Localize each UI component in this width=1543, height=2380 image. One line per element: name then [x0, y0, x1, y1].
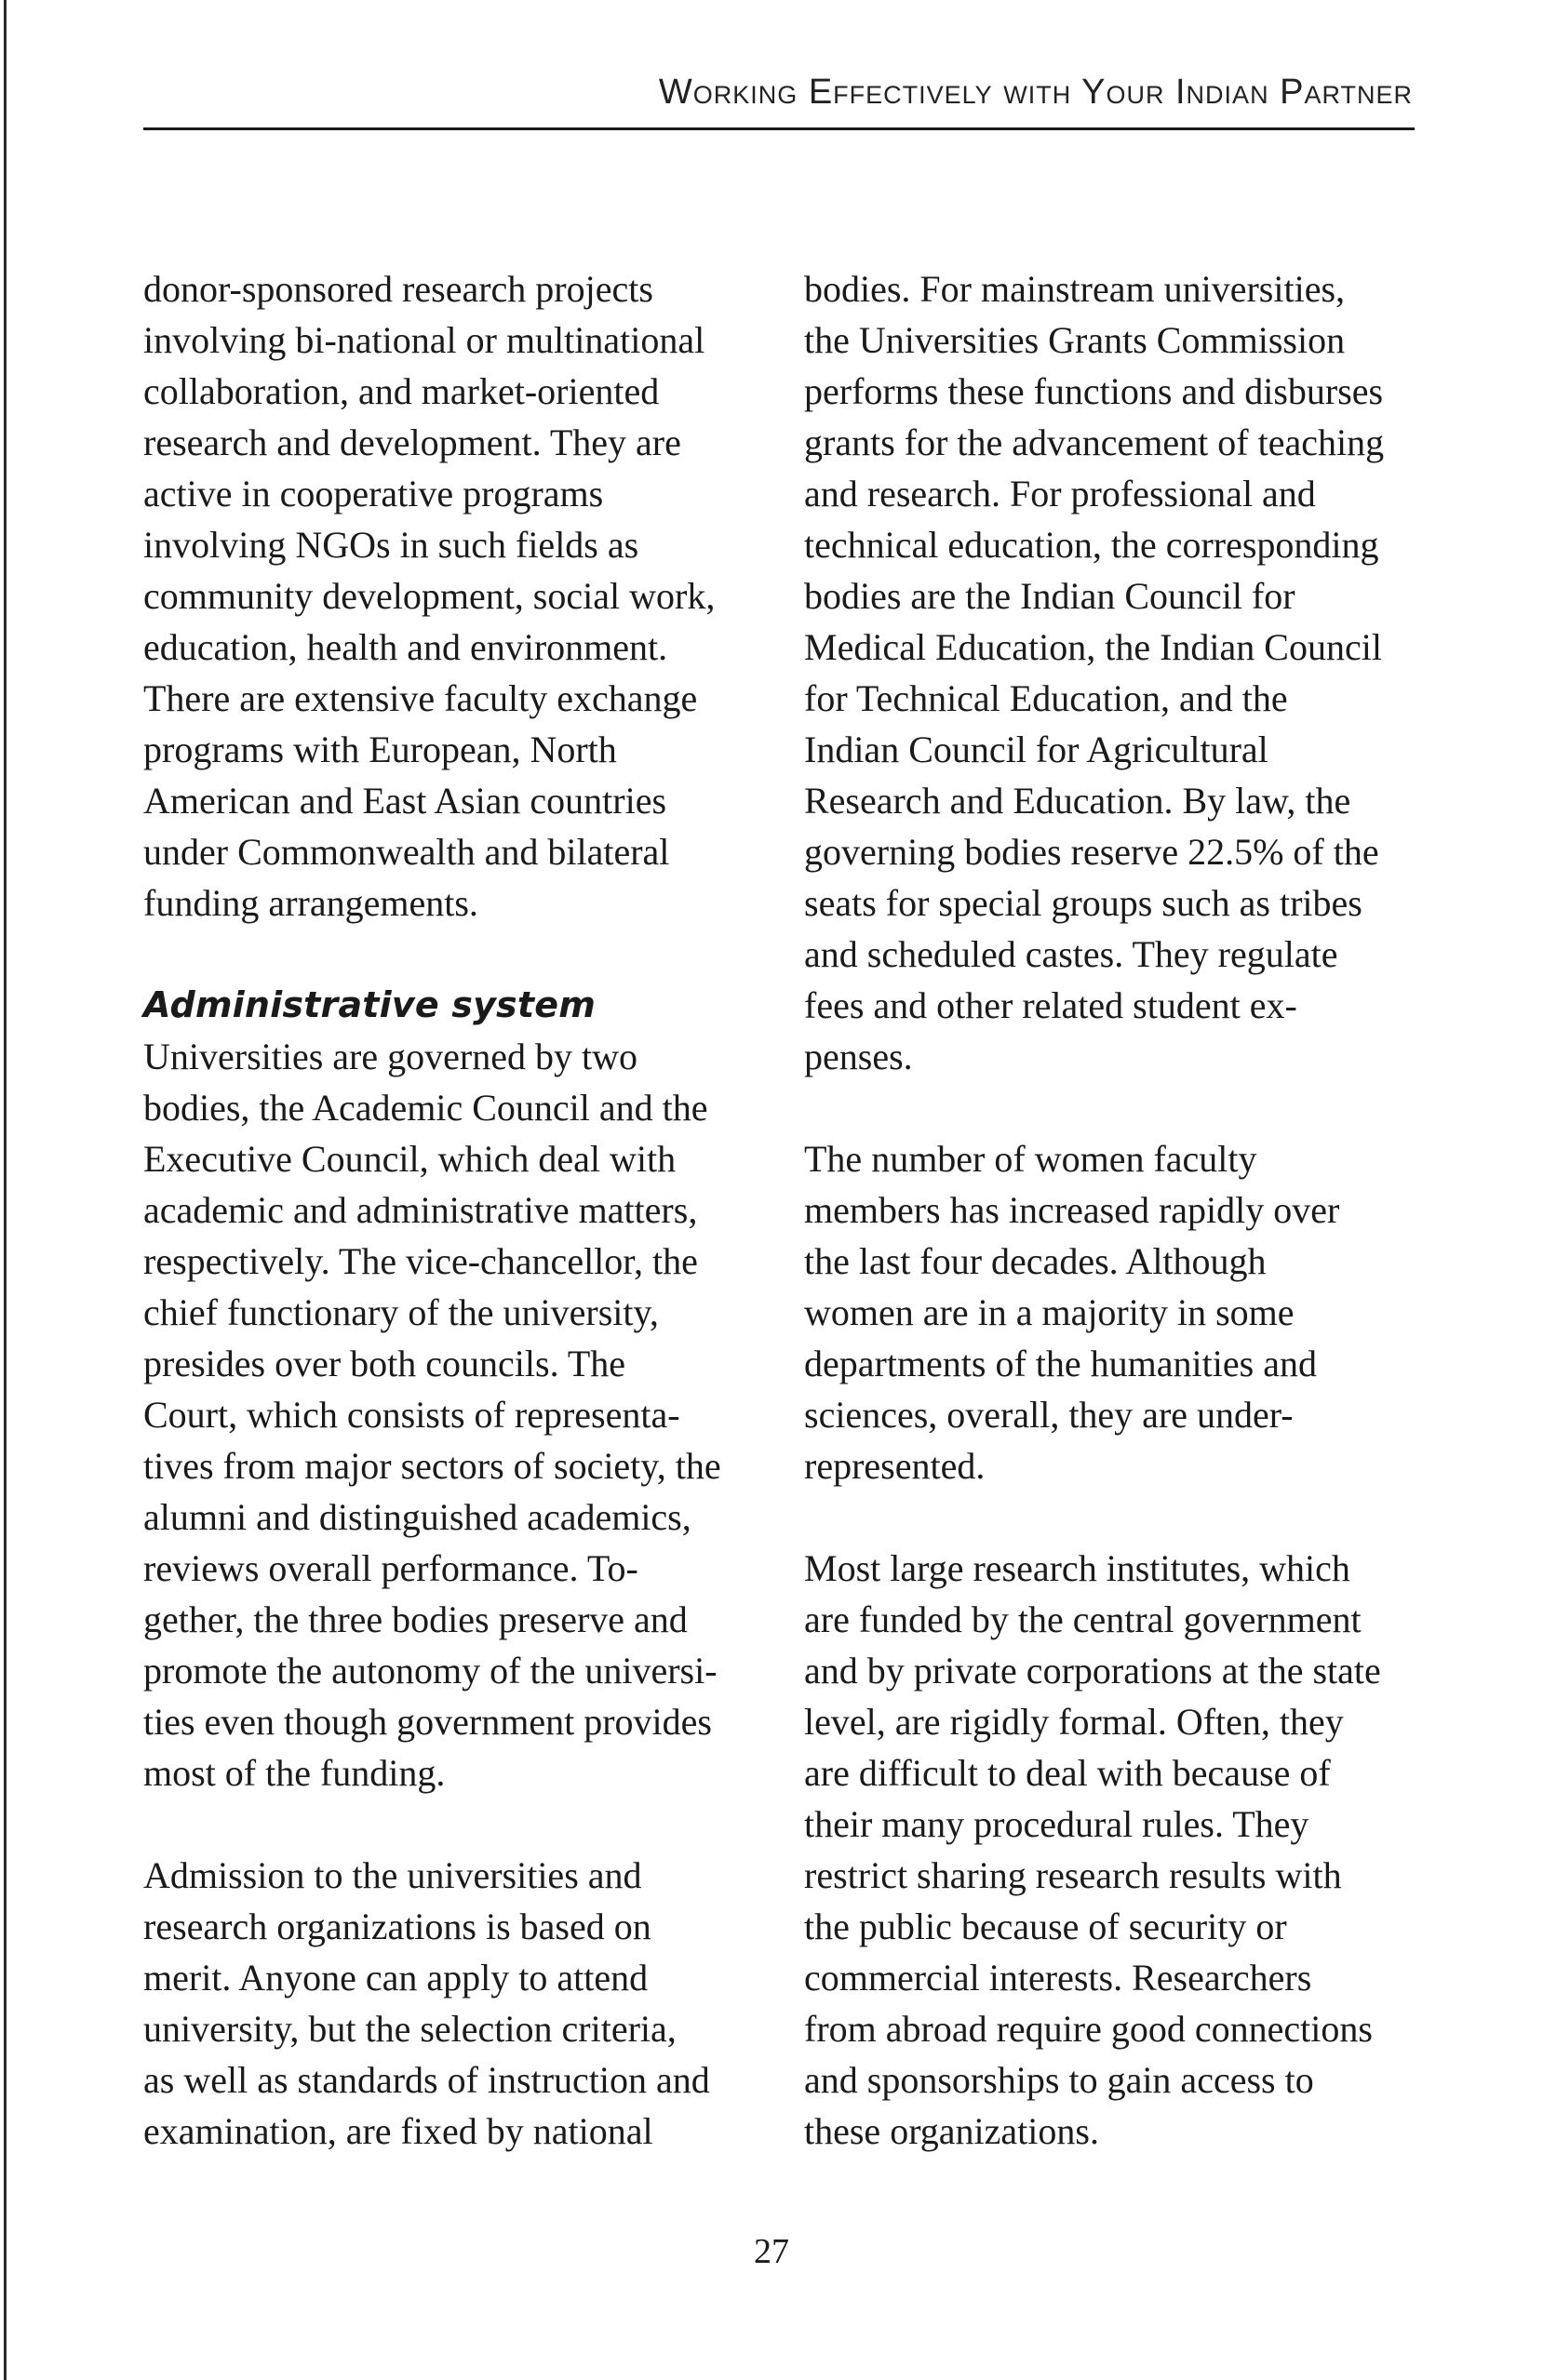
- text-line: and research. For professional and: [804, 473, 1316, 515]
- paragraph-gap: [143, 1798, 776, 1850]
- paragraph: [143, 1850, 776, 2157]
- text-line: level, are rigidly formal. Often, they: [804, 1701, 1344, 1743]
- paragraph: [804, 1543, 1437, 2157]
- text-line: penses.: [804, 1036, 913, 1077]
- text-line: their many procedural rules. They: [804, 1803, 1309, 1845]
- text-line: are difficult to deal with because of: [804, 1752, 1331, 1794]
- text-line: involving NGOs in such fields as: [143, 524, 639, 566]
- text-line: ties even though government provides: [143, 1701, 712, 1743]
- text-line: fees and other related student ex-: [804, 984, 1297, 1026]
- text-line: governing bodies reserve 22.5% of the: [804, 831, 1379, 873]
- text-line: sciences, overall, they are under-: [804, 1394, 1294, 1436]
- text-line: reviews overall performance. To-: [143, 1547, 638, 1589]
- text-line: Indian Council for Agricultural: [804, 729, 1268, 770]
- text-line: the public because of security or: [804, 1905, 1287, 1947]
- text-line: academic and administrative matters,: [143, 1189, 698, 1231]
- text-line: research and development. They are: [143, 421, 681, 463]
- text-line: research organizations is based on: [143, 1905, 651, 1947]
- text-line: programs with European, North: [143, 729, 617, 770]
- text-line: Research and Education. By law, the: [804, 780, 1351, 822]
- paragraph-gap: [143, 929, 776, 980]
- text-line: the Universities Grants Commission: [804, 319, 1346, 361]
- text-line: Most large research institutes, which: [804, 1547, 1350, 1589]
- text-line: commercial interests. Researchers: [804, 1957, 1312, 1999]
- text-line: represented.: [804, 1445, 986, 1487]
- text-line: involving bi-national or multinational: [143, 319, 705, 361]
- text-line: promote the autonomy of the universi-: [143, 1650, 718, 1691]
- text-line: chief functionary of the university,: [143, 1291, 659, 1333]
- text-line: for Technical Education, and the: [804, 677, 1288, 719]
- text-line: university, but the selection criteria,: [143, 2008, 677, 2050]
- text-line: tives from major sectors of society, the: [143, 1445, 721, 1487]
- text-line: There are extensive faculty exchange: [143, 677, 698, 719]
- page-edge: [4, 0, 7, 2380]
- text-line: seats for special groups such as tribes: [804, 882, 1362, 924]
- text-line: restrict sharing research results with: [804, 1854, 1342, 1896]
- text-line: funding arrangements.: [143, 882, 478, 924]
- text-line: active in cooperative programs: [143, 473, 604, 515]
- paragraph: [804, 263, 1437, 1082]
- text-line: gether, the three bodies preserve and: [143, 1598, 688, 1640]
- text-line: these organizations.: [804, 2110, 1099, 2152]
- paragraph-gap: [804, 1491, 1437, 1543]
- text-line: technical education, the corresponding: [804, 524, 1379, 566]
- text-line: respectively. The vice-chancellor, the: [143, 1240, 698, 1282]
- text-line: education, health and environment.: [143, 626, 668, 668]
- text-line: the last four decades. Although: [804, 1240, 1267, 1282]
- text-line: under Commonwealth and bilateral: [143, 831, 670, 873]
- text-line: and scheduled castes. They regulate: [804, 933, 1338, 975]
- text-line: members has increased rapidly over: [804, 1189, 1340, 1231]
- text-line: are funded by the central government: [804, 1598, 1362, 1640]
- text-line: Universities are governed by two: [143, 1036, 637, 1077]
- text-line: The number of women faculty: [804, 1138, 1257, 1180]
- text-line: community development, social work,: [143, 575, 716, 617]
- left-column: [143, 263, 776, 2157]
- text-line: most of the funding.: [143, 1752, 446, 1794]
- text-line: from abroad require good connections: [804, 2008, 1373, 2050]
- page-number: 27: [754, 2232, 789, 2271]
- paragraph-gap: [804, 1082, 1437, 1133]
- text-line: bodies. For mainstream universities,: [804, 268, 1346, 310]
- text-line: merit. Anyone can apply to attend: [143, 1957, 649, 1999]
- text-line: women are in a majority in some: [804, 1291, 1295, 1333]
- paragraph: [804, 1133, 1437, 1491]
- text-line: and by private corporations at the state: [804, 1650, 1381, 1691]
- text-line: bodies are the Indian Council for: [804, 575, 1295, 617]
- text-line: Court, which consists of representa-: [143, 1394, 680, 1436]
- text-line: and sponsorships to gain access to: [804, 2059, 1314, 2101]
- header-rule: [143, 127, 1415, 130]
- text-line: American and East Asian countries: [143, 780, 667, 822]
- text-line: Admission to the universities and: [143, 1854, 642, 1896]
- text-line: collaboration, and market-oriented: [143, 370, 660, 412]
- text-line: bodies, the Academic Council and the: [143, 1087, 708, 1129]
- text-line: presides over both councils. The: [143, 1343, 626, 1384]
- text-line: grants for the advancement of teaching: [804, 421, 1385, 463]
- text-line: performs these functions and disburses: [804, 370, 1384, 412]
- text-line: as well as standards of instruction and: [143, 2059, 710, 2101]
- paragraph: [143, 1031, 776, 1798]
- text-line: alumni and distinguished academics,: [143, 1496, 691, 1538]
- text-line: examination, are fixed by national: [143, 2110, 653, 2152]
- right-column: [804, 263, 1437, 2157]
- section-heading: Administrative system: [143, 984, 597, 1025]
- running-header: Working Effectively with Your Indian Partner: [658, 73, 1413, 112]
- text-line: donor-sponsored research projects: [143, 268, 653, 310]
- text-line: departments of the humanities and: [804, 1343, 1317, 1384]
- text-line: Medical Education, the Indian Council: [804, 626, 1382, 668]
- text-line: Executive Council, which deal with: [143, 1138, 677, 1180]
- paragraph: [143, 263, 776, 929]
